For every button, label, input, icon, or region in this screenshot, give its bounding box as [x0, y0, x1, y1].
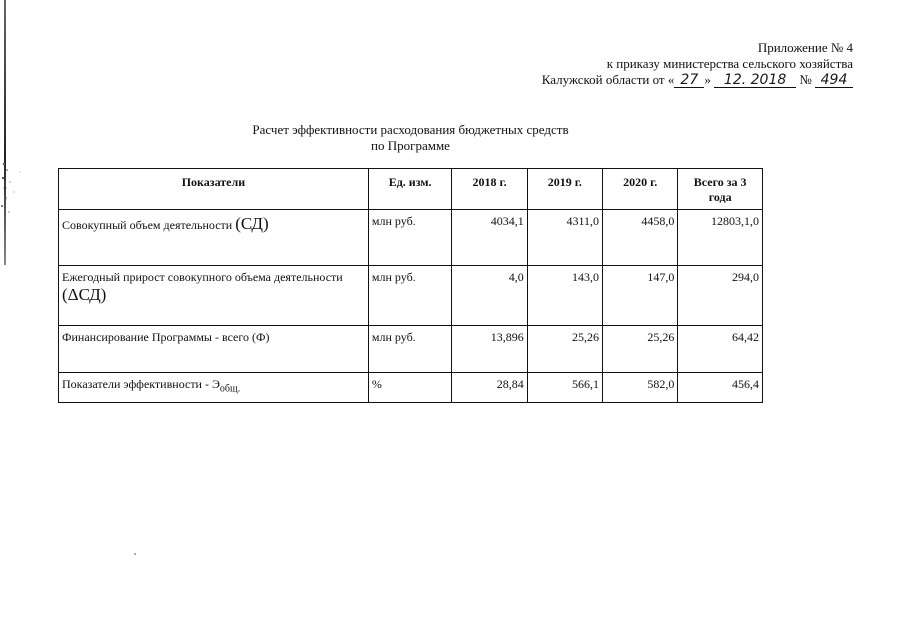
- value-2018: 13,896: [452, 326, 527, 373]
- quote-close: »: [704, 72, 711, 87]
- table-header-row: [59, 169, 763, 210]
- document-title: [58, 122, 763, 154]
- value-2019: 143,0: [527, 266, 602, 326]
- table-row: [59, 210, 763, 266]
- unit-cell: млн руб.: [368, 266, 451, 326]
- header-total: Всего за 3 года: [678, 169, 763, 210]
- indicator-text: Финансирование Программы - всего (Ф): [62, 330, 270, 344]
- handwritten-order-number: 494: [815, 74, 853, 88]
- unit-cell: млн руб.: [368, 326, 451, 373]
- efficiency-table: [58, 168, 763, 403]
- document-header: [542, 40, 853, 88]
- indicator-abbrev: (ΔСД): [62, 285, 107, 304]
- indicator-abbrev: (СД): [235, 214, 269, 233]
- value-2019: 25,26: [527, 326, 602, 373]
- order-date-line: [542, 72, 853, 88]
- header-indicator: Показатели: [59, 169, 369, 210]
- handwritten-day: 27: [674, 74, 704, 88]
- table-row: [59, 266, 763, 326]
- indicator-text: Ежегодный прирост совокупного объема деятельности: [62, 270, 343, 284]
- value-2018: 4,0: [452, 266, 527, 326]
- value-2018: 4034,1: [452, 210, 527, 266]
- indicator-text: Показатели эффективности - Э: [62, 377, 220, 391]
- value-total: 456,4: [678, 373, 763, 403]
- table-row: [59, 326, 763, 373]
- scan-edge-shadow: [4, 0, 6, 265]
- indicator-text: Совокупный объем деятельности: [62, 218, 236, 232]
- indicator-name: [59, 373, 369, 403]
- value-total: 64,42: [678, 326, 763, 373]
- indicator-name: [59, 266, 369, 326]
- header-2019: 2019 г.: [527, 169, 602, 210]
- value-2019: 566,1: [527, 373, 602, 403]
- value-2020: 4458,0: [603, 210, 678, 266]
- indicator-subscript: общ.: [219, 383, 241, 395]
- value-total: 12803,1,0: [678, 210, 763, 266]
- value-2019: 4311,0: [527, 210, 602, 266]
- unit-cell: %: [368, 373, 451, 403]
- handwritten-month-year: 12. 2018: [714, 74, 796, 88]
- title-line-1: Расчет эффективности расходования бюджетных средств: [252, 122, 569, 137]
- value-2020: 582,0: [603, 373, 678, 403]
- value-2020: 25,26: [603, 326, 678, 373]
- indicator-name: [59, 326, 369, 373]
- value-2020: 147,0: [603, 266, 678, 326]
- scan-noise: [0, 158, 34, 220]
- value-total: 294,0: [678, 266, 763, 326]
- appendix-label: Приложение № 4: [757, 40, 853, 55]
- order-reference: к приказу министерства сельского хозяйства: [606, 56, 853, 71]
- header-2020: 2020 г.: [603, 169, 678, 210]
- table-row: [59, 373, 763, 403]
- title-line-2: по Программе: [371, 138, 450, 153]
- order-date-prefix: Калужской области от «: [541, 72, 675, 87]
- value-2018: 28,84: [452, 373, 527, 403]
- indicator-name: [59, 210, 369, 266]
- scan-dot: [134, 553, 136, 555]
- order-number-label: №: [799, 72, 812, 87]
- header-unit: Ед. изм.: [368, 169, 451, 210]
- unit-cell: млн руб.: [368, 210, 451, 266]
- header-2018: 2018 г.: [452, 169, 527, 210]
